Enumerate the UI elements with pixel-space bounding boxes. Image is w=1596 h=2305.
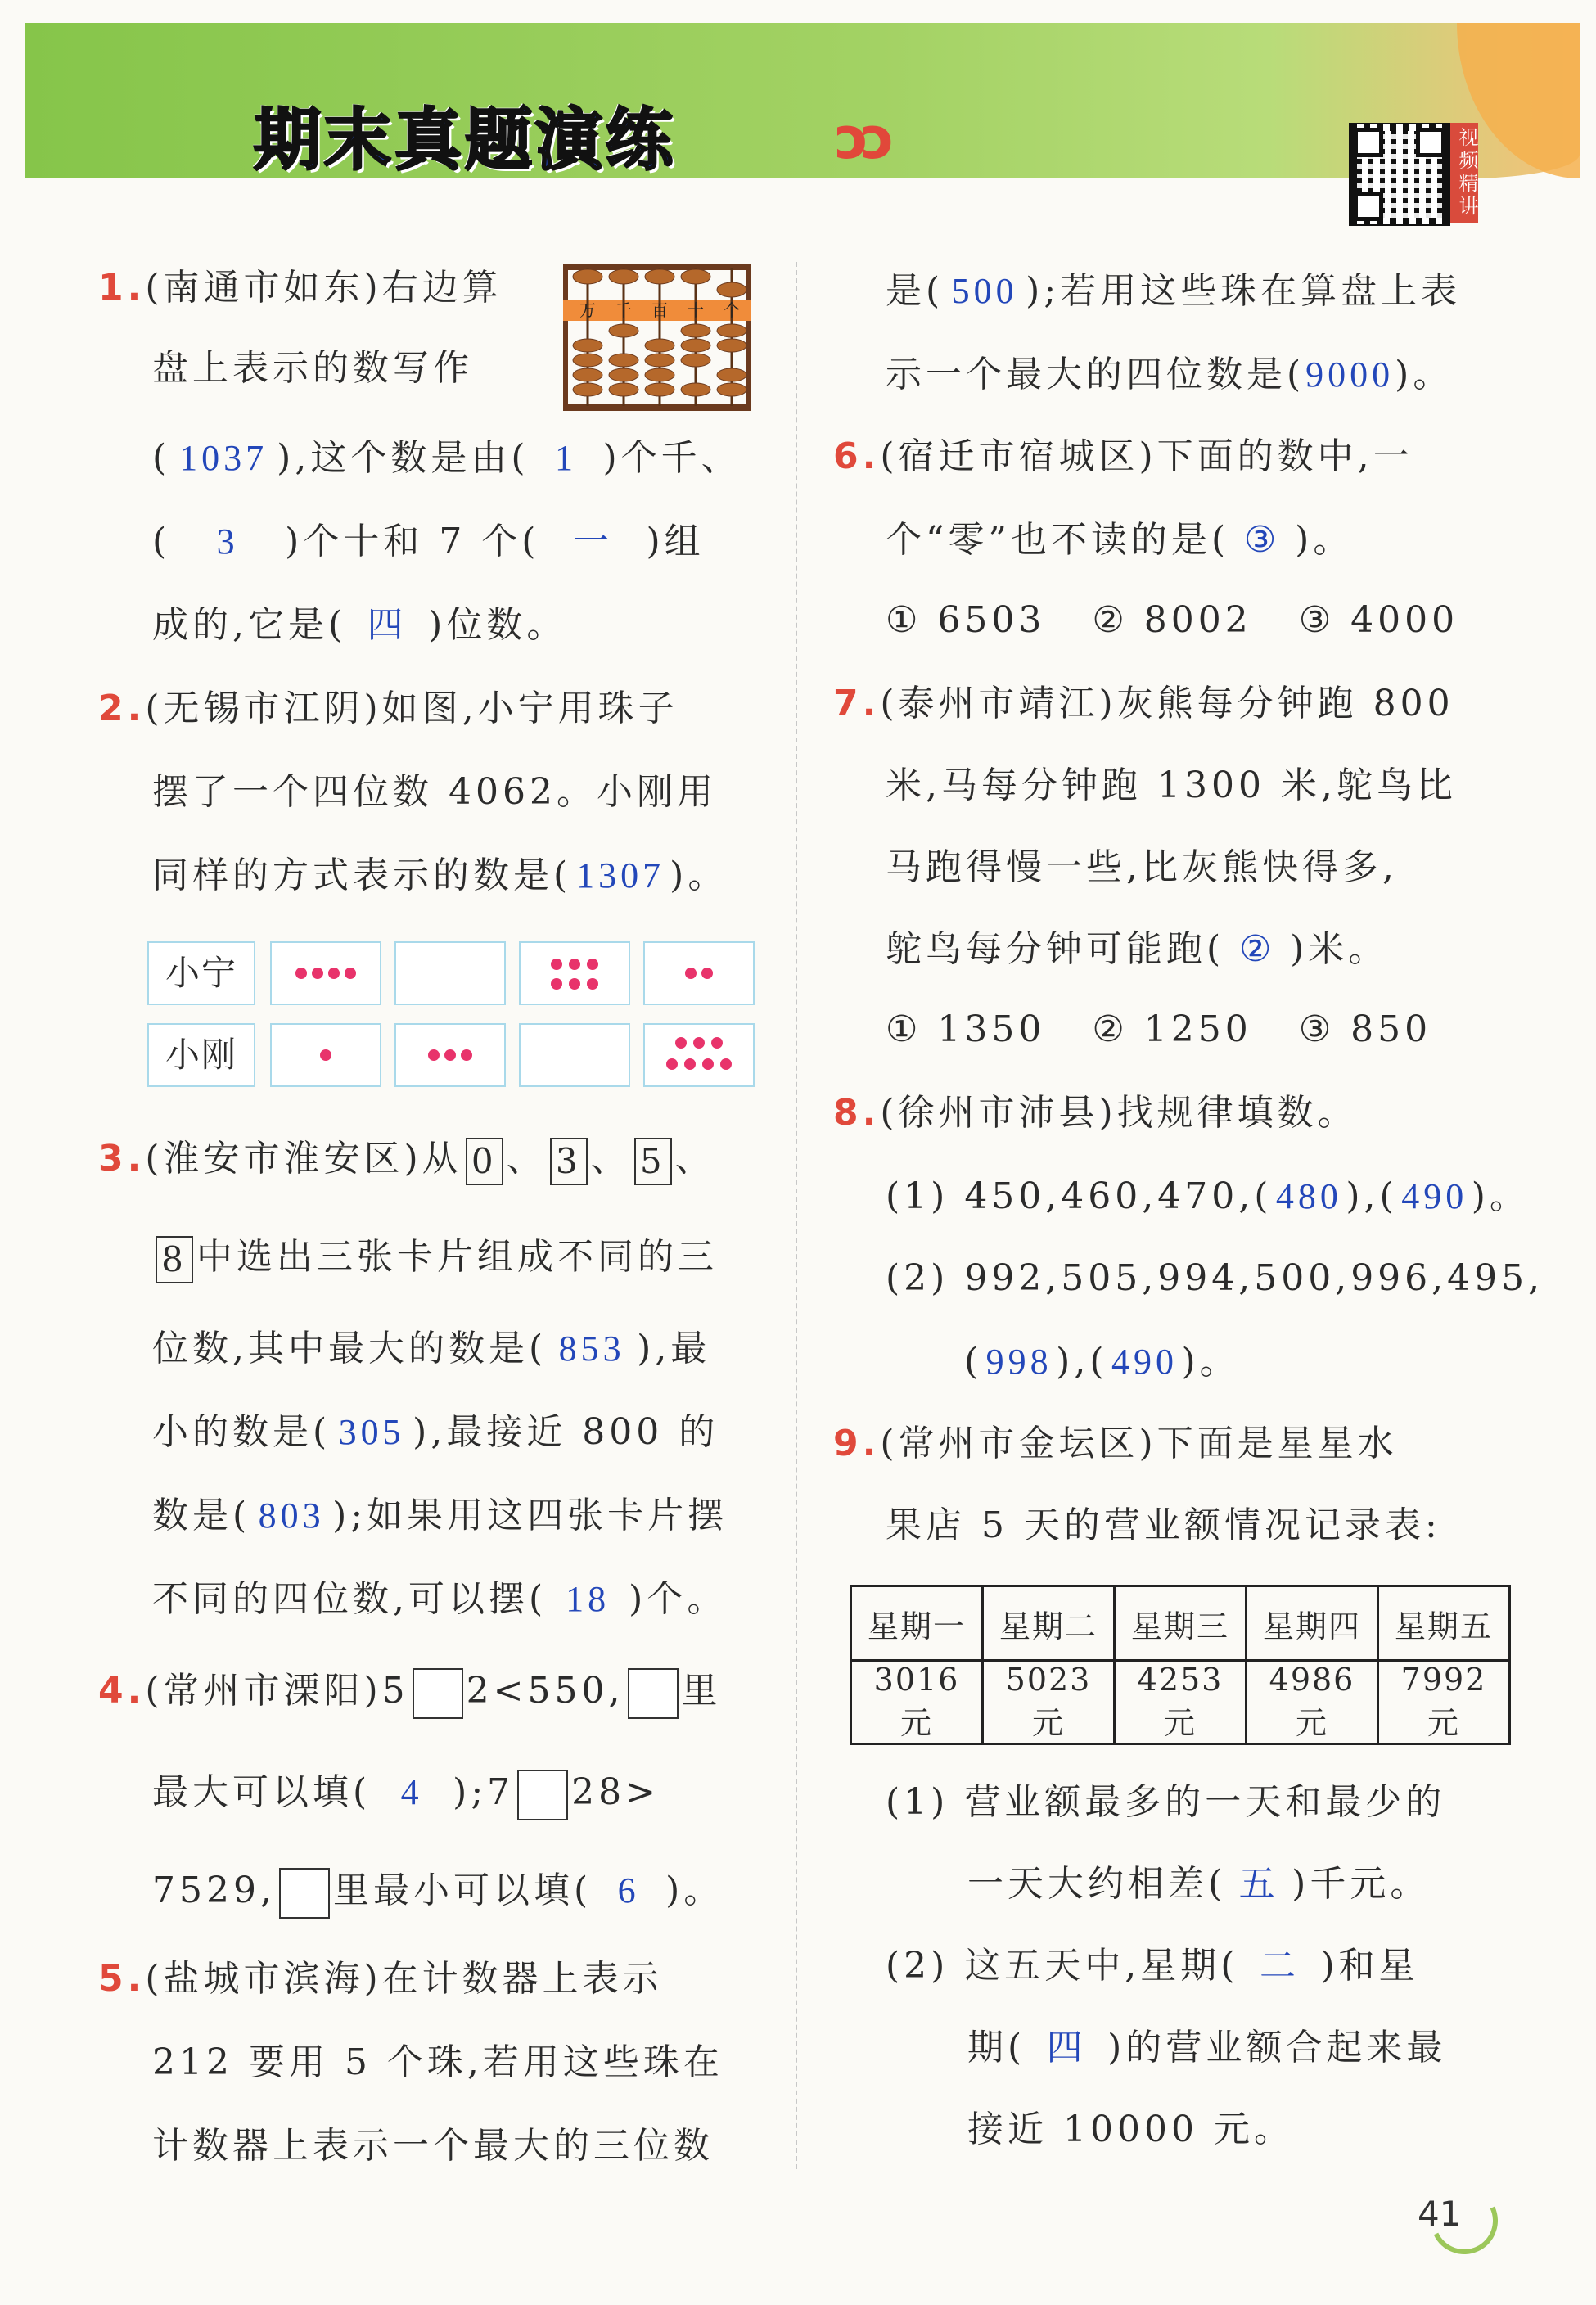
q4-answer-2: 6 (617, 1870, 640, 1910)
bead-dot (702, 1058, 714, 1070)
q3-line-3: 位数,其中最大的数是( 853 ),最 (152, 1324, 710, 1374)
abacus-bead (609, 368, 638, 381)
bead-row-label: 小宁 (147, 941, 255, 1005)
q8-answer-2: 490 (1401, 1176, 1468, 1216)
q3-number: 3. (98, 1138, 146, 1180)
q9-line-1: 9.(常州市金坛区)下面是星星水 (833, 1423, 1398, 1464)
abacus-place-label: 万 (579, 300, 596, 320)
q9-sub-2-line-3: 接近 10000 元。 (967, 2109, 1294, 2150)
q5-line-1: 5.(盐城市滨海)在计数器上表示 (98, 1958, 663, 2000)
bead-cell (270, 1023, 381, 1087)
abacus-place-label: 百 (651, 300, 668, 320)
abacus-bead (645, 339, 674, 352)
q2-number: 2. (98, 688, 146, 729)
bead-cell (519, 941, 630, 1005)
bead-cell (519, 1023, 630, 1087)
q1-line-3: ( 1037 ),这个数是由( 1 )个千、 (152, 434, 742, 483)
bead-dot (551, 978, 562, 990)
q4-line-2: 最大可以填( 4 );7 28> (152, 1768, 660, 1820)
table-cell: 7992 元 (1378, 1661, 1510, 1744)
bead-dot (295, 968, 307, 979)
q5-line-3: 计数器上表示一个最大的三位数 (152, 2125, 714, 2167)
q8-part-1: (1) 450,460,470,( 480 ),( 490 )。 (886, 1172, 1530, 1221)
table-cell: 5023 元 (983, 1661, 1115, 1744)
abacus-bead (645, 383, 674, 396)
abacus-bead (609, 269, 638, 284)
abacus-bead (717, 368, 746, 381)
abacus-bead (609, 383, 638, 396)
abacus-bead (645, 269, 674, 284)
abacus-figure (563, 264, 751, 411)
q8-number: 8. (833, 1092, 881, 1134)
page-title: 期末真题演练 (254, 101, 677, 179)
column-divider (796, 262, 797, 2169)
q8-answer-3: 998 (985, 1342, 1053, 1382)
page-number: 41 (1418, 2194, 1462, 2234)
q3-answer-max: 853 (558, 1328, 625, 1369)
q9-line-2: 果店 5 天的营业额情况记录表: (886, 1504, 1441, 1546)
q8-line-1: 8.(徐州市沛县)找规律填数。 (833, 1092, 1358, 1134)
abacus-bead (573, 354, 602, 367)
abacus-bead (717, 324, 746, 337)
blank-box[interactable] (517, 1770, 568, 1820)
abacus-place-label: 个 (724, 300, 740, 320)
q8-part-2: (2) 992,505,994,500,996,495, (886, 1257, 1544, 1299)
bead-dot (666, 1058, 678, 1070)
table-row (851, 1586, 1510, 1661)
q1-answer-unit: 一 (572, 521, 613, 562)
q5-line-2: 212 要用 5 个珠,若用这些珠在 (152, 2041, 724, 2083)
q8-answer-1: 480 (1275, 1176, 1342, 1216)
bead-cell (270, 941, 381, 1005)
bead-row-label: 小刚 (147, 1023, 255, 1087)
q6-options: ① 6503 ② 8002 ③ 4000 (886, 599, 1459, 641)
bead-dot (587, 978, 598, 990)
q5-number: 5. (98, 1958, 146, 2000)
bead-dot (685, 968, 697, 979)
q1-answer-tens: 3 (216, 521, 239, 562)
q1-number: 1. (98, 267, 146, 309)
bead-dot (312, 968, 323, 979)
video-lesson-label[interactable]: 视频精讲 (1450, 123, 1478, 223)
q1-line-4: ( 3 )个十和 7 个( 一 )组 (152, 517, 705, 566)
bead-dot (569, 959, 580, 970)
title-decoration-icon: ↄↄ (835, 105, 886, 172)
table-header-cell: 星期二 (983, 1586, 1115, 1661)
q3-answer-nearest: 803 (258, 1495, 325, 1536)
blank-box[interactable] (628, 1668, 679, 1719)
q3-line-5: 数是( 803 );如果用这四张卡片摆 (152, 1491, 728, 1540)
q6-number: 6. (833, 435, 881, 477)
q4-line-3: 7529, 里最小可以填( 6 )。 (152, 1866, 724, 1919)
q3-line-6: 不同的四位数,可以摆( 18 )个。 (152, 1575, 727, 1624)
q9-sub-1-line-2: 一天大约相差( 五 )千元。 (967, 1860, 1430, 1909)
q8-answer-4: 490 (1111, 1342, 1178, 1382)
q6-line-1: 6.(宿迁市宿城区)下面的数中,一 (833, 435, 1413, 477)
q1-answer-thousands: 1 (555, 438, 577, 478)
q9-answer-3: 四 (1046, 2028, 1087, 2068)
q7-options: ① 1350 ② 1250 ③ 850 (886, 1008, 1432, 1050)
q6-answer: ③ (1243, 520, 1281, 560)
q4-line-1: 4.(常州市溧阳)5 2<550, 里 (98, 1667, 722, 1719)
q1-line-5: 成的,它是( 四 )位数。 (152, 601, 566, 650)
q2-line-2: 摆了一个四位数 4062。小刚用 (152, 771, 717, 813)
q9-sub-2-line-1: (2) 这五天中,星期( 二 )和星 (886, 1942, 1419, 1991)
q4-number: 4. (98, 1670, 146, 1712)
q5-line-4: 是( 500 );若用这些珠在算盘上表 (886, 267, 1461, 316)
q7-line-4: 鸵鸟每分钟可能跑( ② )米。 (886, 925, 1388, 974)
bead-dot (587, 959, 598, 970)
q3-line-4: 小的数是( 305 ),最接近 800 的 (152, 1408, 719, 1457)
bead-cell (394, 941, 506, 1005)
abacus-place-label: 千 (615, 300, 632, 320)
q4-answer-1: 4 (400, 1772, 423, 1812)
q9-answer-1: 五 (1238, 1864, 1279, 1904)
abacus-bead (717, 383, 746, 396)
table-header-cell: 星期五 (1378, 1586, 1510, 1661)
q2-line-3: 同样的方式表示的数是( 1307 )。 (152, 851, 728, 900)
bead-cell (643, 1023, 755, 1087)
abacus-place-label: 十 (688, 300, 704, 320)
table-row (851, 1661, 1510, 1744)
bead-dot (675, 1037, 687, 1049)
table-cell: 3016 元 (851, 1661, 983, 1744)
q8-part-2-answers: ( 998 ),( 490 )。 (964, 1337, 1240, 1387)
bead-cell (394, 1023, 506, 1087)
bead-dot (720, 1058, 732, 1070)
abacus-bead (681, 269, 710, 284)
sales-table (850, 1585, 1511, 1745)
abacus-bead (573, 368, 602, 381)
bead-dot (711, 1037, 723, 1049)
q5-answer-1: 500 (951, 271, 1018, 311)
q2-answer: 1307 (576, 855, 665, 895)
q7-line-2: 米,马每分钟跑 1300 米,鸵鸟比 (886, 765, 1457, 806)
abacus-bead (717, 339, 746, 352)
abacus-bead (681, 383, 710, 396)
q7-answer: ② (1238, 929, 1276, 969)
abacus-bead (681, 324, 710, 337)
abacus-bead (609, 354, 638, 367)
q9-answer-2: 二 (1259, 1946, 1300, 1986)
bead-dot (693, 1037, 705, 1049)
q7-number: 7. (833, 683, 881, 724)
bead-dot (569, 978, 580, 990)
digit-card-5: 5 (634, 1138, 672, 1185)
blank-box[interactable] (279, 1868, 330, 1919)
qr-code-icon[interactable] (1349, 123, 1450, 226)
abacus-bead (681, 339, 710, 352)
q3-answer-count: 18 (566, 1579, 611, 1619)
q6-line-2: 个“零”也不读的是( ③ )。 (886, 516, 1353, 565)
abacus-bead (681, 354, 710, 367)
q5-answer-2: 9000 (1305, 354, 1395, 395)
bead-dot (551, 959, 562, 970)
q1-line-1: 1.(南通市如东)右边算 (98, 267, 503, 309)
bead-dot (444, 1049, 456, 1061)
bead-dot (428, 1049, 440, 1061)
bead-dot (345, 968, 356, 979)
q3-answer-min: 305 (338, 1412, 405, 1452)
bead-dot (320, 1049, 331, 1061)
digit-card-3: 3 (550, 1138, 588, 1185)
bead-dot (701, 968, 713, 979)
abacus-bead (645, 368, 674, 381)
blank-box[interactable] (413, 1668, 463, 1719)
q1-answer-digits: 四 (367, 605, 408, 645)
digit-card-8: 8 (156, 1236, 193, 1283)
abacus-bead (573, 383, 602, 396)
q5-line-5: 示一个最大的四位数是(9000)。 (886, 350, 1453, 399)
q3-line-2: 8 中选出三张卡片组成不同的三 (152, 1233, 718, 1283)
q9-sub-1-line-1: (1) 营业额最多的一天和最少的 (886, 1781, 1446, 1823)
table-header-cell: 星期四 (1247, 1586, 1378, 1661)
table-header-cell: 星期三 (1115, 1586, 1247, 1661)
bead-dot (461, 1049, 472, 1061)
q3-line-1: 3.(淮安市淮安区)从 0 、 3 、 5 、 (98, 1134, 715, 1185)
q9-number: 9. (833, 1423, 881, 1464)
digit-card-0: 0 (466, 1138, 503, 1185)
q1-line-2: 盘上表示的数写作 (152, 347, 473, 389)
abacus-bead (609, 324, 638, 337)
table-cell: 4986 元 (1247, 1661, 1378, 1744)
bead-dot (328, 968, 340, 979)
q7-line-3: 马跑得慢一些,比灰熊快得多, (886, 846, 1398, 888)
table-cell: 4253 元 (1115, 1661, 1247, 1744)
table-header-cell: 星期一 (851, 1586, 983, 1661)
abacus-bead (645, 354, 674, 367)
abacus-bead (717, 282, 746, 297)
q9-sub-2-line-2: 期( 四 )的营业额合起来最 (967, 2023, 1446, 2073)
q2-line-1: 2.(无锡市江阴)如图,小宁用珠子 (98, 688, 679, 729)
q1-answer-number: 1037 (179, 438, 268, 478)
abacus-bead (573, 269, 602, 284)
bead-dot (684, 1058, 696, 1070)
bead-cell (643, 941, 755, 1005)
q7-line-1: 7.(泰州市靖江)灰熊每分钟跑 800 (833, 683, 1454, 724)
abacus-bead (573, 339, 602, 352)
